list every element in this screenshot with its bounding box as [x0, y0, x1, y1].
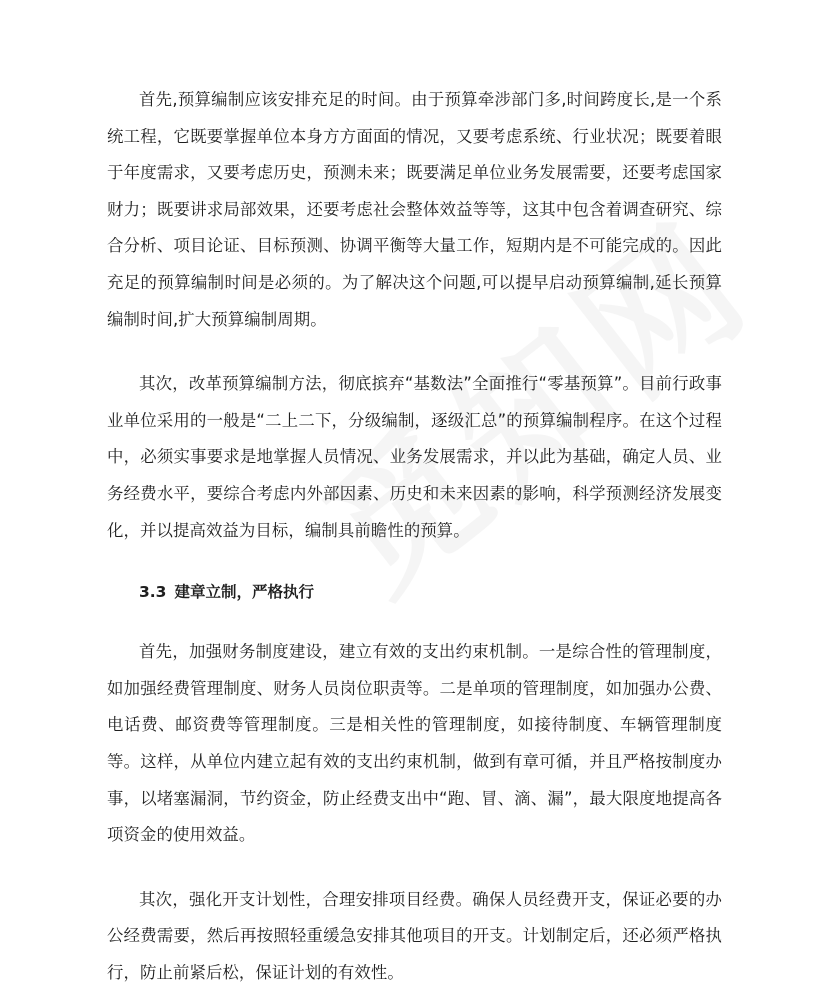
document-body: [107, 82, 722, 991]
section-heading: [107, 574, 722, 610]
paragraph: 其次，强化开支计划性，合理安排项目经费。确保人员经费开支，保证必要的办公经费需要，然后再按照轻重缓急安排其他项目的开支。计划制定后，还必须严格执行，防止前紧后松，保证计划的有效性。: [107, 889, 722, 982]
section-number: 3.3: [139, 583, 167, 602]
paragraph: 其次，改革预算编制方法，彻底摈弃“基数法”全面推行“零基预算”。目前行政事业单位采用的一般是“二上二下，分级编制，逐级汇总”的预算编制程序。在这个过程中，必须实事要求是地掌握人员情况、业务发展需求，并以此为基础，确定人员、业务经费水平，要综合考虑内外部因素、历史和未来因素的影响，科学预测经济发展变化，并以提高效益为目标，编制具前瞻性的预算。: [107, 374, 722, 540]
paragraph: 首先，加强财务制度建设，建立有效的支出约束机制。一是综合性的管理制度，如加强经费管理制度、财务人员岗位职责等。二是单项的管理制度，如加强办公费、电话费、邮资费等管理制度。三是相关性的管理制度，如接待制度、车辆管理制度等。这样，从单位内建立起有效的支出约束机制，做到有章可循，并且严格按制度办事，以堵塞漏洞，节约资金，防止经费支出中“跑、冒、滴、漏”，最大限度地提高各项资金的使用效益。: [107, 642, 722, 845]
paragraph: 首先,预算编制应该安排充足的时间。由于预算牵涉部门多,时间跨度长,是一个系统工程，它既要掌握单位本身方方面面的情况，又要考虑系统、行业状况；既要着眼于年度需求，又要考虑历史，预测未来；既要满足单位业务发展需要，还要考虑国家财力；既要讲求局部效果，还要考虑社会整体效益等等，这其中包含着调查研究、综合分析、项目论证、目标预测、协调平衡等大量工作，短期内是不可能完成的。因此充足的预算编制时间是必须的。为了解决这个问题,可以提早启动预算编制,延长预算编制时间,扩大预算编制周期。: [107, 90, 722, 329]
section-title: 建章立制，严格执行: [174, 583, 314, 602]
